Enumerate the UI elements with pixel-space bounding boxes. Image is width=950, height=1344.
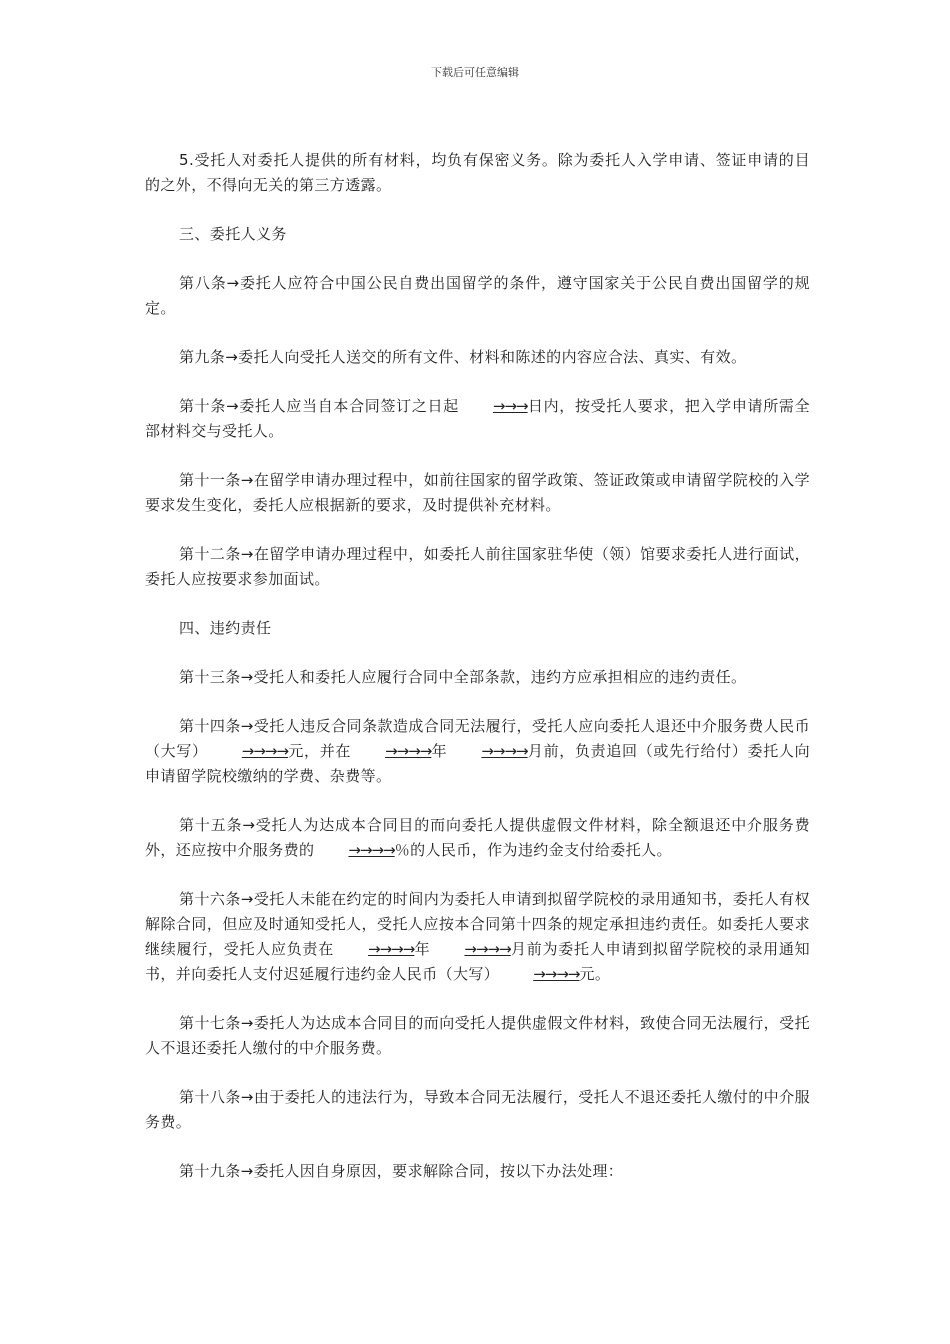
article-9: 第九条→委托人向受托人送交的所有文件、材料和陈述的内容应合法、真实、有效。 [179, 348, 747, 366]
page-header: 下载后可任意编辑 [431, 66, 519, 79]
fill-blank: →→→→ [464, 940, 511, 958]
article-16 [145, 887, 810, 987]
article-14-text: 月前，负责追回（或先行给付）委托人向申请留学院校缴纳的学费、杂费等。 [145, 742, 810, 785]
article-14-text: 元，并在 [288, 742, 352, 760]
article-15 [145, 813, 810, 863]
article-17: 第十七条→委托人为达成本合同目的而向受托人提供虚假文件材料，致使合同无法履行，受托人不退还委托人缴付的中介服务费。 [145, 1014, 810, 1057]
article-16-text: 月前为委托人申请到拟留学院校的录用通知书，并向委托人支付迟延履行违约金人民币（大写） [145, 940, 810, 983]
article-13: 第十三条→受托人和委托人应履行合同中全部条款，违约方应承担相应的违约责任。 [179, 668, 747, 686]
article-15-text: 第十五条→受托人为达成本合同目的而向委托人提供虚假文件材料，除全额退还中介服务费外，还应按中介服务费的 [145, 816, 810, 859]
fill-blank: →→→→ [348, 841, 395, 859]
document-body [145, 148, 810, 1208]
article-19: 第十九条→委托人因自身原因，要求解除合同，按以下办法处理： [179, 1162, 624, 1180]
clause-5: 5.受托人对委托人提供的所有材料，均负有保密义务。除为委托人入学申请、签证申请的目的之外，不得向无关的第三方透露。 [145, 151, 810, 194]
article-10-text: 日内，按受托人要求，把入学申请所需全部材料交与受托人。 [145, 397, 810, 440]
article-15-text: ％的人民币，作为违约金支付给委托人。 [394, 841, 672, 859]
fill-blank: →→→→ [533, 965, 580, 983]
article-12: 第十二条→在留学申请办理过程中，如委托人前往国家驻华使（领）馆要求委托人进行面试，委托人应按要求参加面试。 [145, 545, 810, 588]
fill-blank: →→→→ [368, 940, 415, 958]
article-10-text: 第十条→委托人应当自本合同签订之日起 [179, 397, 459, 415]
article-18: 第十八条→由于委托人的违法行为，导致本合同无法履行，受托人不退还委托人缴付的中介服务费。 [145, 1088, 810, 1131]
article-14-text: 第十四条→受托人违反合同条款造成合同无法履行，受托人应向委托人退还中介服务费人民币（大写） [145, 717, 810, 760]
article-16-text: 年 [414, 940, 431, 958]
article-16-text: 第十六条→受托人未能在约定的时间内为委托人申请到拟留学院校的录用通知书，委托人有权解除合同，但应及时通知受托人，受托人应按本合同第十四条的规定承担违约责任。如委托人要求继续履行，受托人应负责在 [145, 890, 810, 958]
article-10 [145, 394, 810, 444]
fill-blank: →→→→ [385, 742, 432, 760]
article-14 [145, 714, 810, 789]
article-8: 第八条→委托人应符合中国公民自费出国留学的条件，遵守国家关于公民自费出国留学的规定。 [145, 274, 810, 317]
fill-blank: →→→→ [481, 742, 528, 760]
fill-blank: →→→→ [241, 742, 289, 760]
article-16-text: 元。 [579, 965, 611, 983]
section-heading-obligations: 三、委托人义务 [179, 225, 287, 243]
article-14-text: 年 [431, 742, 448, 760]
fill-blank: →→→ [492, 397, 528, 415]
section-heading-liability: 四、违约责任 [179, 619, 272, 637]
article-11: 第十一条→在留学申请办理过程中，如前往国家的留学政策、签证政策或申请留学院校的入学要求发生变化，委托人应根据新的要求，及时提供补充材料。 [145, 471, 810, 514]
